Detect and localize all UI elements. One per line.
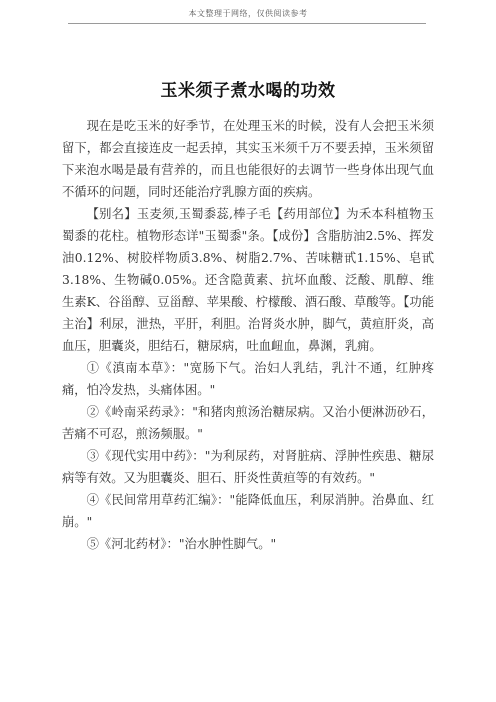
paragraph-citation-1: ①《滇南本草》："宽肠下气。治妇人乳结，乳汁不通，红肿疼痛，怕冷发热，头痛体困。"	[62, 361, 434, 397]
paragraph-details: 【别名】玉麦须,玉蜀黍蕊,棒子毛【药用部位】为禾本科植物玉蜀黍的花柱。植物形态详"玉蜀黍"条。【成份】含脂肪油2.5%、挥发油0.12%、树胶样物质3.8%、树脂2.7%、苦味糖甙1.15%、皂甙3.18%、生物碱0.05%。还含隐黄素、抗坏血酸、泛酸、肌醇、维生素K、谷甾醇、豆甾醇、苹果酸、柠檬酸、酒石酸、草酸等。【功能主治】利尿，泄热，平肝，利胆。治肾炎水肿，脚气，黄疸肝炎，高血压，胆囊炎，胆结石，糖尿病，吐血衄血，鼻渊，乳痈。	[62, 207, 434, 353]
paragraph-citation-4: ④《民间常用草药汇编》："能降低血压，利尿消肿。治鼻血、红崩。"	[62, 493, 434, 529]
paragraph-citation-3: ③《现代实用中药》："为利尿药，对肾脏病、浮肿性疾患、糖尿病等有效。又为胆囊炎、胆石、肝炎性黄疸等的有效药。"	[62, 449, 434, 485]
document-body	[62, 115, 434, 555]
paragraph-citation-2: ②《岭南采药录》："和猪肉煎汤治糖尿病。又治小便淋沥砂石，苦痛不可忍，煎汤频服。"	[62, 405, 434, 441]
header-note: 本文整理于网络，仅供阅读参考	[188, 9, 308, 18]
paragraph-citation-5: ⑤《河北药材》："治水肿性脚气。"	[86, 537, 277, 551]
document-title: 玉米须子煮水喝的功效	[160, 81, 336, 101]
header-divider	[68, 23, 426, 24]
paragraph-intro: 现在是吃玉米的好季节，在处理玉米的时候，没有人会把玉米须留下，都会直接连皮一起丢掉，其实玉米须千万不要丢掉，玉米须留下来泡水喝是最有营养的，而且也能很好的去调节一些身体出现气血不循环的问题，同时还能治疗乳腺方面的疾病。	[62, 119, 434, 199]
